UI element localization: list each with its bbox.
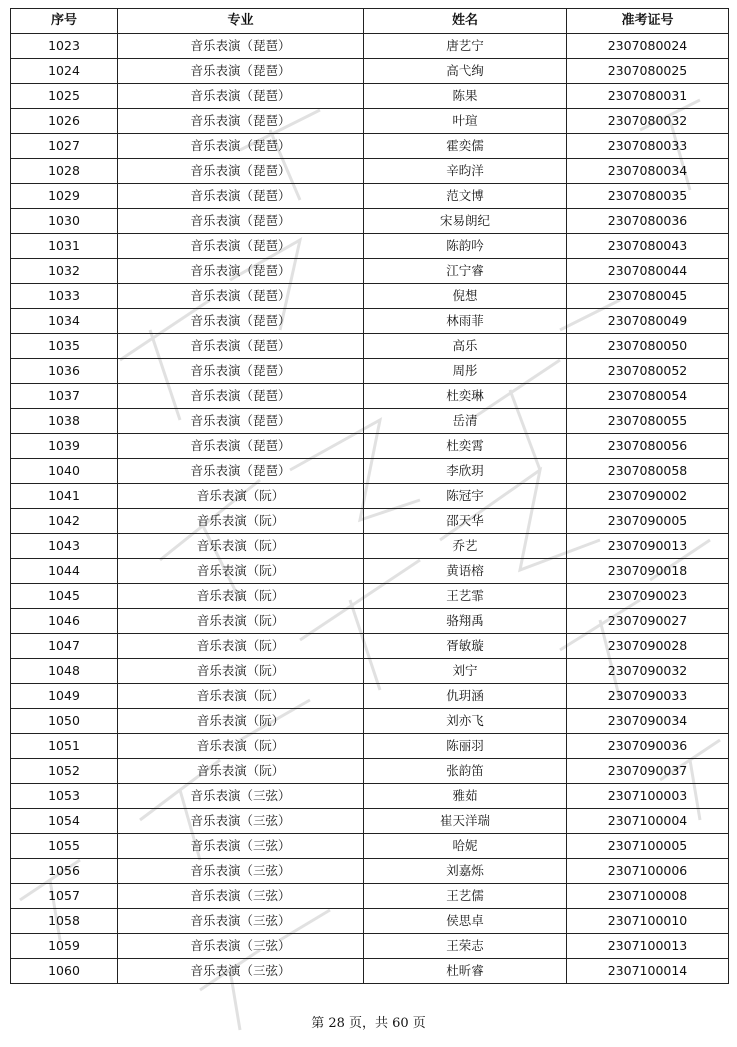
cell-exam-id: 2307080043 (567, 234, 729, 259)
table-row (11, 184, 729, 209)
cell-seq: 1026 (11, 109, 118, 134)
table-row (11, 559, 729, 584)
table-row (11, 659, 729, 684)
table-row (11, 534, 729, 559)
table-row (11, 284, 729, 309)
cell-name: 雅茹 (364, 784, 567, 809)
cell-seq: 1044 (11, 559, 118, 584)
cell-name: 陈果 (364, 84, 567, 109)
table-row (11, 134, 729, 159)
cell-name: 乔艺 (364, 534, 567, 559)
cell-seq: 1043 (11, 534, 118, 559)
cell-major: 音乐表演（三弦） (118, 934, 364, 959)
cell-exam-id: 2307080049 (567, 309, 729, 334)
cell-name: 王艺霏 (364, 584, 567, 609)
cell-seq: 1041 (11, 484, 118, 509)
cell-exam-id: 2307080032 (567, 109, 729, 134)
table-row (11, 34, 729, 59)
cell-exam-id: 2307090023 (567, 584, 729, 609)
cell-name: 周彤 (364, 359, 567, 384)
table-row (11, 384, 729, 409)
cell-seq: 1045 (11, 584, 118, 609)
cell-exam-id: 2307080033 (567, 134, 729, 159)
cell-name: 岳清 (364, 409, 567, 434)
table-row (11, 209, 729, 234)
cell-major: 音乐表演（三弦） (118, 809, 364, 834)
admission-table-container (10, 8, 728, 984)
cell-name: 唐艺宁 (364, 34, 567, 59)
cell-name: 江宁睿 (364, 259, 567, 284)
cell-seq: 1042 (11, 509, 118, 534)
cell-name: 林雨菲 (364, 309, 567, 334)
header-seq: 序号 (11, 9, 118, 34)
cell-major: 音乐表演（琵琶） (118, 234, 364, 259)
cell-exam-id: 2307080035 (567, 184, 729, 209)
cell-seq: 1059 (11, 934, 118, 959)
cell-exam-id: 2307080055 (567, 409, 729, 434)
table-row (11, 809, 729, 834)
cell-seq: 1032 (11, 259, 118, 284)
cell-seq: 1040 (11, 459, 118, 484)
cell-seq: 1028 (11, 159, 118, 184)
cell-major: 音乐表演（三弦） (118, 784, 364, 809)
cell-name: 王荣志 (364, 934, 567, 959)
cell-exam-id: 2307090013 (567, 534, 729, 559)
cell-major: 音乐表演（琵琶） (118, 359, 364, 384)
cell-major: 音乐表演（琵琶） (118, 59, 364, 84)
cell-major: 音乐表演（琵琶） (118, 259, 364, 284)
header-name: 姓名 (364, 9, 567, 34)
table-row (11, 359, 729, 384)
cell-exam-id: 2307080045 (567, 284, 729, 309)
cell-major: 音乐表演（琵琶） (118, 434, 364, 459)
table-row (11, 509, 729, 534)
cell-name: 仇玥涵 (364, 684, 567, 709)
cell-seq: 1037 (11, 384, 118, 409)
cell-name: 辛昀洋 (364, 159, 567, 184)
cell-major: 音乐表演（阮） (118, 584, 364, 609)
cell-major: 音乐表演（琵琶） (118, 109, 364, 134)
cell-exam-id: 2307080050 (567, 334, 729, 359)
cell-major: 音乐表演（阮） (118, 734, 364, 759)
table-row (11, 234, 729, 259)
table-row (11, 909, 729, 934)
cell-exam-id: 2307090028 (567, 634, 729, 659)
cell-major: 音乐表演（琵琶） (118, 184, 364, 209)
cell-name: 陈丽羽 (364, 734, 567, 759)
cell-exam-id: 2307080036 (567, 209, 729, 234)
cell-exam-id: 2307080025 (567, 59, 729, 84)
cell-seq: 1051 (11, 734, 118, 759)
table-row (11, 109, 729, 134)
table-row (11, 434, 729, 459)
cell-seq: 1057 (11, 884, 118, 909)
table-row (11, 684, 729, 709)
cell-name: 陈冠宇 (364, 484, 567, 509)
table-row (11, 484, 729, 509)
cell-major: 音乐表演（阮） (118, 559, 364, 584)
cell-name: 张韵笛 (364, 759, 567, 784)
cell-major: 音乐表演（三弦） (118, 884, 364, 909)
cell-major: 音乐表演（琵琶） (118, 409, 364, 434)
cell-exam-id: 2307100006 (567, 859, 729, 884)
table-row (11, 709, 729, 734)
table-row (11, 84, 729, 109)
table-row (11, 309, 729, 334)
cell-name: 高乐 (364, 334, 567, 359)
cell-major: 音乐表演（阮） (118, 684, 364, 709)
cell-exam-id: 2307100004 (567, 809, 729, 834)
cell-major: 音乐表演（阮） (118, 484, 364, 509)
cell-seq: 1033 (11, 284, 118, 309)
cell-major: 音乐表演（琵琶） (118, 284, 364, 309)
cell-major: 音乐表演（琵琶） (118, 209, 364, 234)
cell-name: 宋易朗纪 (364, 209, 567, 234)
cell-exam-id: 2307090037 (567, 759, 729, 784)
table-row (11, 259, 729, 284)
cell-exam-id: 2307080044 (567, 259, 729, 284)
cell-exam-id: 2307090018 (567, 559, 729, 584)
cell-exam-id: 2307090005 (567, 509, 729, 534)
cell-major: 音乐表演（三弦） (118, 834, 364, 859)
table-row (11, 159, 729, 184)
cell-major: 音乐表演（琵琶） (118, 34, 364, 59)
cell-name: 骆翔禹 (364, 609, 567, 634)
cell-seq: 1050 (11, 709, 118, 734)
cell-major: 音乐表演（阮） (118, 609, 364, 634)
cell-seq: 1058 (11, 909, 118, 934)
cell-name: 范文博 (364, 184, 567, 209)
cell-seq: 1055 (11, 834, 118, 859)
cell-major: 音乐表演（阮） (118, 634, 364, 659)
cell-exam-id: 2307090033 (567, 684, 729, 709)
cell-exam-id: 2307080054 (567, 384, 729, 409)
cell-name: 叶瑄 (364, 109, 567, 134)
cell-major: 音乐表演（阮） (118, 709, 364, 734)
cell-major: 音乐表演（琵琶） (118, 159, 364, 184)
cell-exam-id: 2307080031 (567, 84, 729, 109)
header-exam-id: 准考证号 (567, 9, 729, 34)
cell-name: 霍奕儒 (364, 134, 567, 159)
cell-exam-id: 2307080058 (567, 459, 729, 484)
cell-exam-id: 2307090036 (567, 734, 729, 759)
table-row (11, 59, 729, 84)
cell-major: 音乐表演（三弦） (118, 909, 364, 934)
cell-exam-id: 2307090034 (567, 709, 729, 734)
table-row (11, 634, 729, 659)
cell-major: 音乐表演（琵琶） (118, 334, 364, 359)
cell-exam-id: 2307090002 (567, 484, 729, 509)
cell-exam-id: 2307080056 (567, 434, 729, 459)
cell-name: 倪想 (364, 284, 567, 309)
table-body (11, 34, 729, 984)
cell-exam-id: 2307080024 (567, 34, 729, 59)
cell-name: 李欣玥 (364, 459, 567, 484)
cell-seq: 1047 (11, 634, 118, 659)
cell-seq: 1049 (11, 684, 118, 709)
table-row (11, 859, 729, 884)
table-row (11, 334, 729, 359)
cell-seq: 1039 (11, 434, 118, 459)
cell-seq: 1054 (11, 809, 118, 834)
cell-major: 音乐表演（阮） (118, 509, 364, 534)
cell-name: 刘嘉烁 (364, 859, 567, 884)
cell-name: 刘宁 (364, 659, 567, 684)
cell-seq: 1060 (11, 959, 118, 984)
cell-name: 杜奕霄 (364, 434, 567, 459)
cell-major: 音乐表演（阮） (118, 659, 364, 684)
cell-name: 侯思卓 (364, 909, 567, 934)
table-row (11, 409, 729, 434)
table-row (11, 934, 729, 959)
cell-exam-id: 2307100008 (567, 884, 729, 909)
cell-seq: 1027 (11, 134, 118, 159)
page-footer: 第 28 页，共 60 页 (311, 1016, 426, 1031)
cell-seq: 1048 (11, 659, 118, 684)
cell-seq: 1053 (11, 784, 118, 809)
cell-exam-id: 2307080034 (567, 159, 729, 184)
table-row (11, 459, 729, 484)
table-row (11, 609, 729, 634)
table-row (11, 884, 729, 909)
cell-major: 音乐表演（琵琶） (118, 134, 364, 159)
cell-seq: 1056 (11, 859, 118, 884)
cell-seq: 1031 (11, 234, 118, 259)
cell-major: 音乐表演（琵琶） (118, 459, 364, 484)
cell-seq: 1029 (11, 184, 118, 209)
cell-seq: 1035 (11, 334, 118, 359)
table-row (11, 759, 729, 784)
cell-major: 音乐表演（琵琶） (118, 384, 364, 409)
cell-seq: 1036 (11, 359, 118, 384)
table-header-row (11, 9, 729, 34)
cell-seq: 1030 (11, 209, 118, 234)
cell-name: 崔天洋瑞 (364, 809, 567, 834)
cell-name: 黄语榕 (364, 559, 567, 584)
cell-seq: 1023 (11, 34, 118, 59)
table-row (11, 584, 729, 609)
cell-major: 音乐表演（琵琶） (118, 84, 364, 109)
cell-major: 音乐表演（三弦） (118, 959, 364, 984)
cell-exam-id: 2307100014 (567, 959, 729, 984)
cell-seq: 1024 (11, 59, 118, 84)
cell-exam-id: 2307100005 (567, 834, 729, 859)
cell-exam-id: 2307090032 (567, 659, 729, 684)
cell-seq: 1034 (11, 309, 118, 334)
cell-major: 音乐表演（阮） (118, 759, 364, 784)
cell-name: 刘亦飞 (364, 709, 567, 734)
cell-exam-id: 2307090027 (567, 609, 729, 634)
cell-name: 胥敏璇 (364, 634, 567, 659)
table-row (11, 959, 729, 984)
cell-major: 音乐表演（琵琶） (118, 309, 364, 334)
cell-seq: 1052 (11, 759, 118, 784)
table-row (11, 834, 729, 859)
cell-exam-id: 2307100010 (567, 909, 729, 934)
cell-name: 高弋绚 (364, 59, 567, 84)
cell-exam-id: 2307100003 (567, 784, 729, 809)
cell-seq: 1025 (11, 84, 118, 109)
cell-major: 音乐表演（阮） (118, 534, 364, 559)
cell-major: 音乐表演（三弦） (118, 859, 364, 884)
cell-seq: 1038 (11, 409, 118, 434)
cell-name: 杜昕睿 (364, 959, 567, 984)
admission-table (10, 8, 729, 984)
table-row (11, 784, 729, 809)
cell-name: 邵天华 (364, 509, 567, 534)
cell-exam-id: 2307080052 (567, 359, 729, 384)
cell-exam-id: 2307100013 (567, 934, 729, 959)
cell-seq: 1046 (11, 609, 118, 634)
cell-name: 陈韵吟 (364, 234, 567, 259)
cell-name: 王艺儒 (364, 884, 567, 909)
header-major: 专业 (118, 9, 364, 34)
table-row (11, 734, 729, 759)
cell-name: 杜奕琳 (364, 384, 567, 409)
cell-name: 哈妮 (364, 834, 567, 859)
